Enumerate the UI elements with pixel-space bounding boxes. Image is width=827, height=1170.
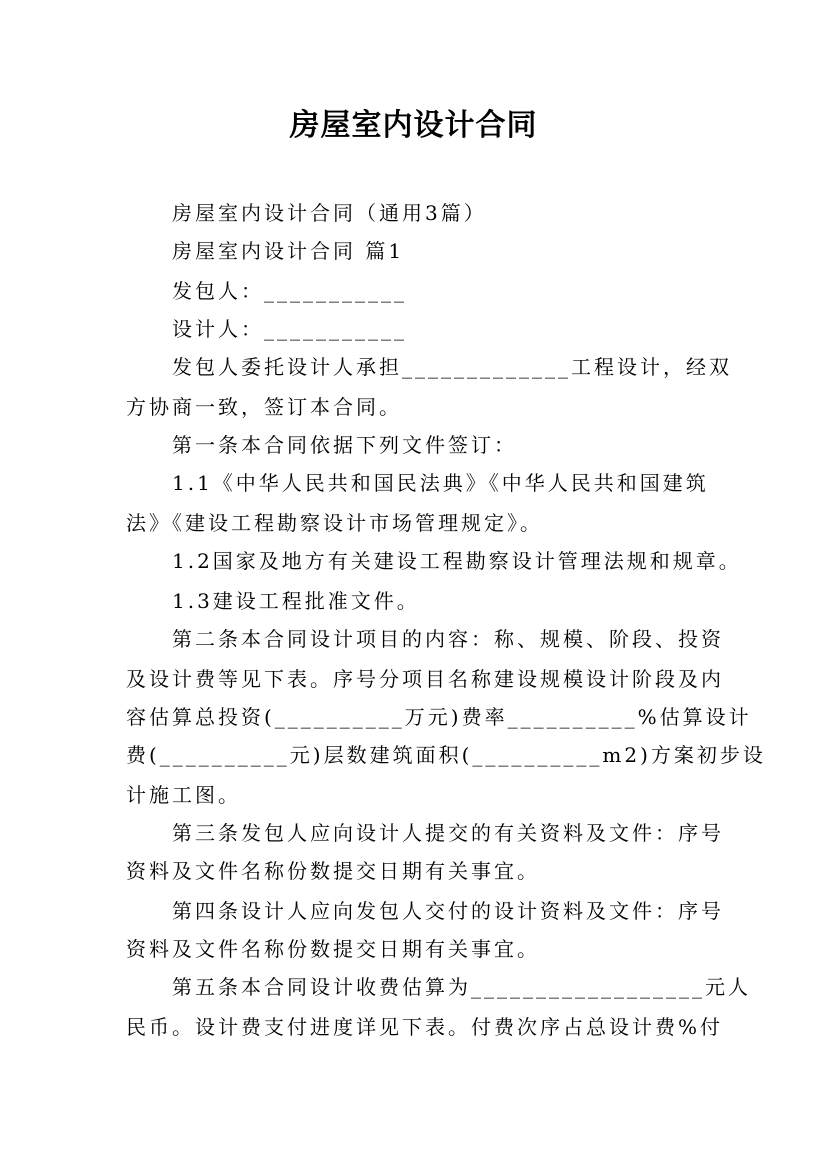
paragraph-line: 第二条本合同设计项目的内容：称、规模、阶段、投资	[172, 627, 724, 651]
paragraph-line: 方协商一致，签订本合同。	[126, 395, 402, 419]
paragraph-line: 民币。设计费支付进度详见下表。付费次序占总设计费%付	[126, 1015, 724, 1039]
paragraph-line: 容估算总投资(__________万元)费率__________%估算设计	[126, 705, 752, 729]
article-heading: 第一条本合同依据下列文件签订：	[172, 433, 517, 457]
paragraph-line: 第四条设计人应向发包人交付的设计资料及文件：序号	[172, 899, 724, 923]
paragraph-line: 及设计费等见下表。序号分项目名称建设规模设计阶段及内	[126, 667, 724, 691]
designer-field: 设计人：___________	[172, 317, 407, 341]
paragraph-line: 1.3建设工程批准文件。	[172, 589, 420, 613]
paragraph-line: 发包人委托设计人承担_____________工程设计，经双	[172, 355, 732, 379]
paragraph-line: 第五条本合同设计收费估算为__________________元人	[172, 975, 751, 999]
paragraph-line: 资料及文件名称份数提交日期有关事宜。	[126, 859, 540, 883]
section-heading: 房屋室内设计合同 篇1	[172, 239, 405, 263]
paragraph-line: 资料及文件名称份数提交日期有关事宜。	[126, 937, 540, 961]
paragraph-line: 1.1《中华人民共和国民法典》《中华人民共和国建筑	[172, 471, 709, 495]
paragraph-line: 法》《建设工程勘察设计市场管理规定》。	[126, 511, 543, 535]
document-title: 房屋室内设计合同	[289, 108, 538, 143]
paragraph-line: 计施工图。	[126, 783, 241, 807]
subtitle-line: 房屋室内设计合同（通用3篇）	[172, 201, 487, 225]
paragraph-line: 第三条发包人应向设计人提交的有关资料及文件：序号	[172, 821, 724, 845]
employer-field: 发包人：___________	[172, 279, 407, 303]
paragraph-line: 费(__________元)层数建筑面积(__________m2)方案初步设	[126, 743, 766, 767]
paragraph-line: 1.2国家及地方有关建设工程勘察设计管理法规和规章。	[172, 549, 742, 573]
